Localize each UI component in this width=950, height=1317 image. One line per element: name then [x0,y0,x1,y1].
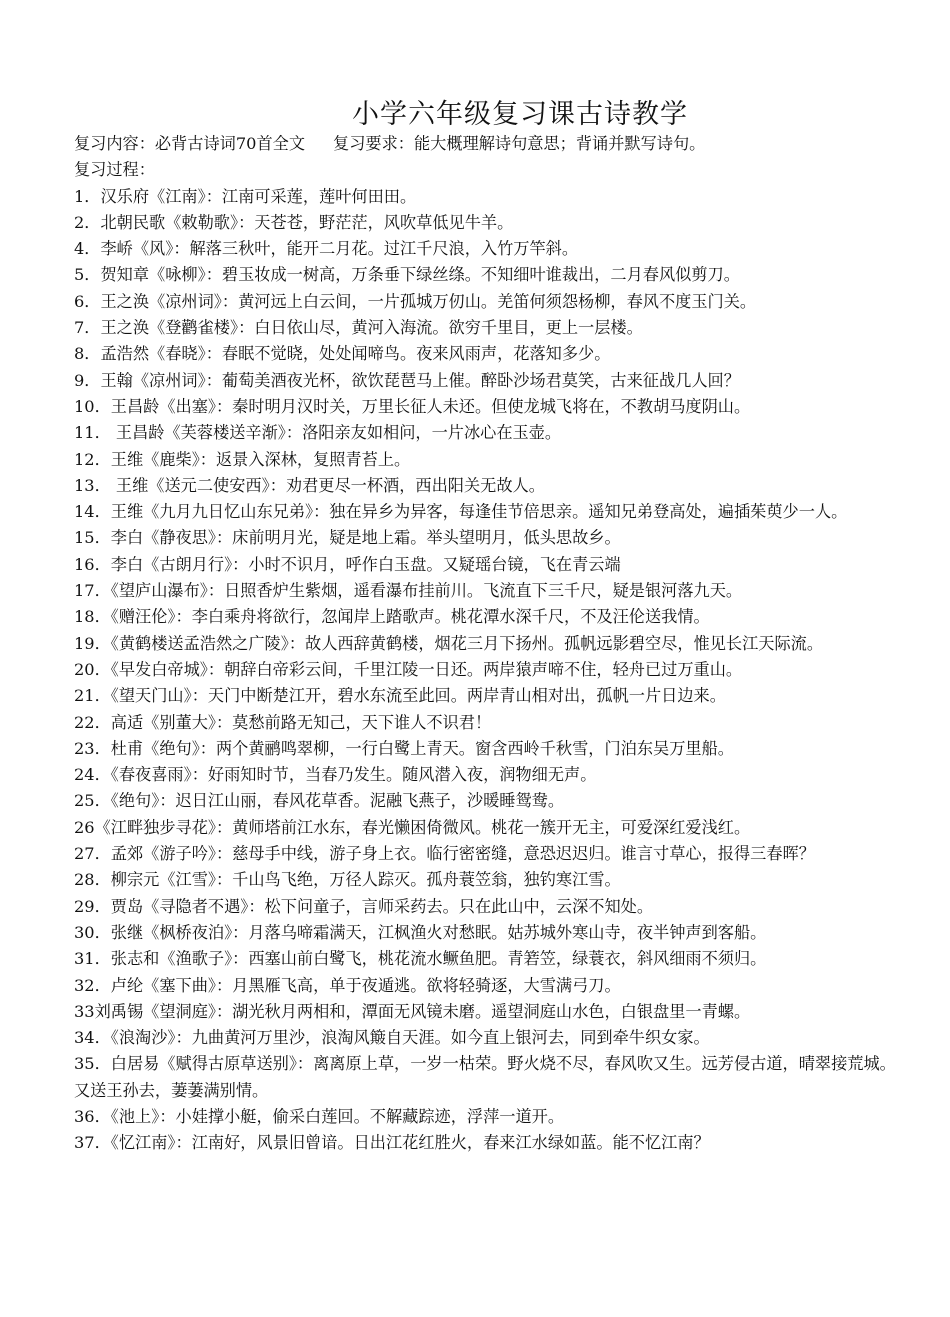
poem-line: 18．《赠汪伦》：李白乘舟将欲行，忽闻岸上踏歌声。桃花潭水深千尺，不及汪伦送我情。 [74,607,710,627]
document-body [74,131,896,1157]
poem-line: 11． 王昌龄《芙蓉楼送辛渐》：洛阳亲友如相问，一片冰心在玉壶。 [74,423,562,443]
poem-line: 31．张志和《渔歌子》：西塞山前白鹭飞，桃花流水鳜鱼肥。青箬笠，绿蓑衣，斜风细雨不须归。 [74,949,767,969]
review-process-label: 复习过程： [74,160,155,180]
poem-line: 2．北朝民歌《敕勒歌》：天苍苍，野茫茫，风吹草低见牛羊。 [74,212,514,232]
poem-line: 36．《池上》：小娃撑小艇，偷采白莲回。不解藏踪迹，浮萍一道开。 [74,1106,565,1126]
review-requirement: 复习要求：能大概理解诗句意思；背诵并默写诗句。 [333,134,706,153]
page-title: 小学六年级复习课古诗教学 [352,99,688,130]
poem-line: 13． 王维《送元二使安西》：劝君更尽一杯酒，西出阳关无故人。 [74,475,545,495]
poem-line: 21．《望天门山》：天门中断楚江开，碧水东流至此回。两岸青山相对出，孤帆一片日边来。 [74,686,726,706]
poem-line: 16．李白《古朗月行》：小时不识月，呼作白玉盘。又疑瑶台镜，飞在青云端 [74,554,621,574]
poem-line: 27．孟郊《游子吟》：慈母手中线，游子身上衣。临行密密缝，意恐迟迟归。谁言寸草心，报得三春晖？ [74,844,815,864]
poem-line: 28．柳宗元《江雪》：千山鸟飞绝，万径人踪灭。孤舟蓑笠翁，独钓寒江雪。 [74,870,621,890]
poem-line: 32．卢纶《塞下曲》：月黑雁飞高，单于夜遁逃。欲将轻骑逐，大雪满弓刀。 [74,975,621,995]
poem-line: 33刘禹锡《望洞庭》：湖光秋月两相和，潭面无风镜未磨。遥望洞庭山水色，白银盘里一青螺。 [74,1001,751,1021]
poem-line: 29．贾岛《寻隐者不遇》：松下问童子，言师采药去。只在此山中，云深不知处。 [74,896,654,916]
poem-list [74,184,896,1157]
poem-line: 25．《绝句》：迟日江山丽，春风花草香。泥融飞燕子，沙暖睡鸳鸯。 [74,791,565,811]
poem-line: 22．高适《别董大》：莫愁前路无知己，天下谁人不识君！ [74,712,492,732]
poem-line: 17．《望庐山瀑布》：日照香炉生紫烟，遥看瀑布挂前川。飞流直下三千尺，疑是银河落九天。 [74,581,743,601]
review-content: 复习内容：必背古诗词70首全文 [74,134,306,153]
poem-line: 35．白居易《赋得古原草送别》：离离原上草，一岁一枯荣。野火烧不尽，春风吹又生。远芳侵古道，晴翠接荒城。又送王孙去，萋萋满别情。 [74,1054,896,1100]
poem-line: 20．《早发白帝城》：朝辞白帝彩云间，千里江陵一日还。两岸猿声啼不住，轻舟已过万重山。 [74,659,743,679]
poem-line: 14．王维《九月九日忆山东兄弟》：独在异乡为异客，每逢佳节倍思亲。遥知兄弟登高处，遍插茱萸少一人。 [74,502,848,522]
poem-line: 24．《春夜喜雨》：好雨知时节，当春乃发生。随风潜入夜，润物细无声。 [74,765,597,785]
poem-line: 9．王翰《凉州词》：葡萄美酒夜光杯，欲饮琵琶马上催。醉卧沙场君莫笑，古来征战几人回？ [74,370,740,390]
poem-line: 37．《忆江南》：江南好，风景旧曾谙。日出江花红胜火，春来江水绿如蓝。能不忆江南？ [74,1133,710,1153]
poem-line: 12．王维《鹿柴》：返景入深林，复照青苔上。 [74,449,411,469]
poem-line: 7．王之涣《登鹳雀楼》：白日依山尽，黄河入海流。欲穷千里目，更上一层楼。 [74,318,643,338]
poem-line: 26《江畔独步寻花》：黄师塔前江水东，春光懒困倚微风。桃花一簇开无主，可爱深红爱浅红。 [74,817,751,837]
poem-line: 23．杜甫《绝句》：两个黄鹂鸣翠柳，一行白鹭上青天。窗含西岭千秋雪，门泊东吴万里船。 [74,738,734,758]
poem-line: 8．孟浩然《春晓》：春眠不觉晓，处处闻啼鸟。夜来风雨声，花落知多少。 [74,344,611,364]
poem-line: 15．李白《静夜思》：床前明月光，疑是地上霜。举头望明月，低头思故乡。 [74,528,621,548]
poem-line: 19．《黄鹤楼送孟浩然之广陵》：故人西辞黄鹤楼，烟花三月下扬州。孤帆远影碧空尽，惟见长江天际流。 [74,633,824,653]
poem-line: 34．《浪淘沙》：九曲黄河万里沙，浪淘风簸自天涯。如今直上银河去，同到牵牛织女家。 [74,1028,710,1048]
review-info-line [74,131,896,157]
poem-line: 5．贺知章《咏柳》：碧玉妆成一树高，万条垂下绿丝绦。不知细叶谁裁出，二月春风似剪刀。 [74,265,740,285]
poem-line: 4．李峤《风》：解落三秋叶，能开二月花。过江千尺浪，入竹万竿斜。 [74,239,579,259]
poem-line: 1．汉乐府《江南》：江南可采莲，莲叶何田田。 [74,186,417,206]
poem-line: 6．王之涣《凉州词》：黄河远上白云间，一片孤城万仞山。羌笛何须怨杨柳，春风不度玉门关。 [74,291,757,311]
poem-line: 30．张继《枫桥夜泊》：月落乌啼霜满天，江枫渔火对愁眠。姑苏城外寒山寺，夜半钟声到客船。 [74,922,767,942]
poem-line: 10．王昌龄《出塞》：秦时明月汉时关，万里长征人未还。但使龙城飞将在，不教胡马度阴山。 [74,396,751,416]
